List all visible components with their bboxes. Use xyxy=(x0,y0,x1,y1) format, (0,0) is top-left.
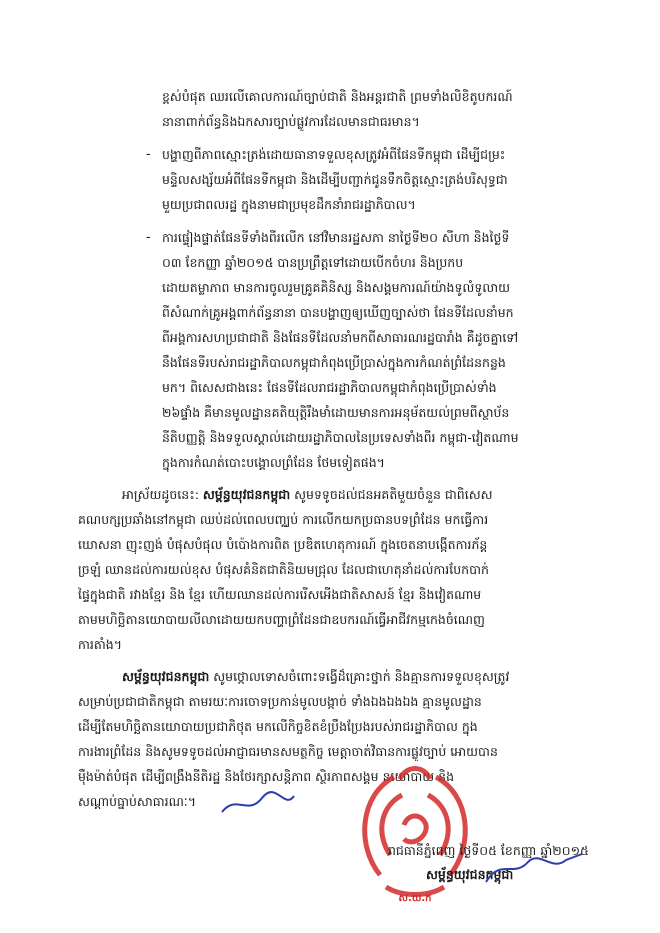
signature-flourish xyxy=(478,848,588,888)
text-line: នានាពាក់ព័ន្ធនិងឯកសារច្បាប់ផ្លូវការដែលមានជាធរមាន។ xyxy=(162,114,420,129)
org-name-bold: សម្ព័ន្ធយុវជនកម្ពុជា xyxy=(202,487,291,502)
text-line: សណ្តាប់ធ្នាប់សាធារណៈ។ xyxy=(78,794,196,809)
date-line: រាជធានីភ្នំពេញ ថ្ងៃទី០៥ ខែកញ្ញា ឆ្នាំ២០១៥ xyxy=(388,843,589,858)
text-line: ការតាំង។ xyxy=(78,637,122,652)
lead-word: អាស្រ័យដូចនេះ xyxy=(122,487,195,502)
text-line: ក្នុងការកំណត់បោះបង្គោលព្រំដែន ថែមទៀតផង។ xyxy=(162,455,385,470)
text-line: មក។ ពិសេសជាងនេះ ផែនទីដែលរាជរដ្ឋាភិបាលកម្ពុជាកំពុងប្រើប្រាស់ទាំង xyxy=(162,380,497,395)
stamp-text: ស.យ.ក xyxy=(398,893,432,904)
paragraph-first-line xyxy=(122,668,606,686)
text-line: ការងារព្រំដែន និងសូមទទូចដល់អាជ្ញាធរមានសមត្ថកិច្ច មេត្តាចាត់វិធានការផ្លូវច្បាប់ អោយបាន xyxy=(78,744,498,759)
text-line: ច្រឡំ ឈានដល់ការយល់ខុស បំផុសគំនិតជាតិនិយមជ្រុល ដែលជាហេតុនាំដល់ការបែកបាក់ xyxy=(78,562,489,577)
text-line: ដើម្បីតែមហិច្ឆិតានយោបាយប្រជាភិថុត មកលើកិច្ចខិតខំប្រឹងប្រែងរបស់រាជរដ្ឋាភិបាល ក្នុង xyxy=(78,719,478,734)
text-line: គណបក្សប្រឆាំងនៅកម្ពុជា ឈប់ដល់ពេលបញ្ឈប់ ការលើកយកប្រធានបទព្រំដែន មកធ្វើការ xyxy=(78,512,489,527)
text-line: ខ្ពស់បំផុត ឈរលើគោលការណ៍ច្បាប់ជាតិ និងអន្តរជាតិ ព្រមទាំងលិខិតូបករណ៍ xyxy=(162,89,513,104)
text-span: សូមថ្កោលទោសចំពោះទង្វើដ៏គ្រោះថ្នាក់ និងគ្មានការទទួលខុសត្រូវ xyxy=(209,669,510,684)
text-line: ២៦ផ្ទាំង គឺមានមូលដ្ឋានគតិយុត្តិរឹងមាំដោយមានការអនុម័តយល់ព្រមពីស្ថាប័ន xyxy=(162,405,510,420)
text-line: ពីសំណាក់គ្រូអង្គពាក់ព័ន្ធនានា បានបង្ហាញឲ្យឃើញច្បាស់ថា ផែនទីដែលនាំមក xyxy=(162,305,514,320)
text-line: នឹងផែនទីរបស់រាជរដ្ឋាភិបាលកម្ពុជាកំពុងប្រើប្រាស់ក្នុងការកំណត់ព្រំដែនកន្លង xyxy=(162,355,506,370)
text-span: សូមទទូចដល់ជនអគតិមួយចំនួន ជាពិសេស xyxy=(290,487,493,502)
text-line: តាមមហិច្ឆិតានយោបាយលីលាដោយយកបញ្ហាព្រំដែនជាឧបករណ៍ធ្វើអាជីវកម្មកេងចំណេញ xyxy=(78,612,485,627)
text-line: ការផ្ទៀងផ្ទាត់ផែនទីទាំងពីរលើក នៅវិមានរដ្ឋសភា នាថ្ងៃទី២០ សីហា និងថ្ងៃទី xyxy=(162,230,510,245)
text-line: នីតិបញ្ញត្តិ និងទទួលស្គាល់ដោយរដ្ឋាភិបាលនៃប្រទេសទាំងពីរ កម្ពុជា-វៀតណាម xyxy=(162,430,519,445)
bullet-marker: - xyxy=(146,230,151,245)
text-line: មួយប្រជាពលរដ្ឋ ក្នុងនាមជាប្រមុខដឹកនាំរាជរដ្ឋាភិបាល។ xyxy=(162,197,416,212)
text-line: ពីអង្គការសហប្រជាជាតិ និងផែនទីដែលនាំមកពីសាធារណរដ្ឋបារាំង គឺដូចគ្នាទៅ xyxy=(162,330,519,345)
text-line: ផ្ទៃក្នុងជាតិ រវាងខ្មែរ និង ខ្មែរ ហើយឈានដល់ការរើសអើងជាតិសាសន៍ ខ្មែរ និងវៀតណាម xyxy=(78,587,482,602)
bullet-marker: - xyxy=(146,147,151,162)
text-line: មន្ទិលសង្ស័យអំពីផែនទីកម្ពុជា និងដើម្បីបញ្ជាក់ជូនទឹកចិត្តស្មោះត្រង់បរិសុទ្ធជា xyxy=(162,172,508,187)
text-line: ម៉ឺងម៉ាត់បំផុត ដើម្បីពង្រឹងនីតិរដ្ឋ និងថែរក្សាសន្តិភាព ស្ថិរភាពសង្គម នយោបាយ និង xyxy=(78,769,455,784)
text-line: ០៣ ខែកញ្ញា ឆ្នាំ២០១៥ បានប្រព្រឹត្តទៅដោយបើកចំហរ និងប្រកប xyxy=(162,255,464,270)
paragraph-first-line: អាស្រ័យដូចនេះ: សម្ព័ន្ធយុវជនកម្ពុជា សូមទទូចដល់ជនអគតិមួយចំនួន ជាពិសេស xyxy=(122,487,493,502)
text-line: បង្ហាញពីភាពស្មោះត្រង់ដោយធានាទទួលខុសត្រូវអំពីផែនទីកម្ពុជា ដើម្បីជម្រះ xyxy=(162,147,506,162)
text-line: ឃោសនា ញុះញង់ បំផុសបំផុល បំប៉ោងការពិត ប្រឌិតហេតុការណ៍ ក្នុងចេតនាបង្កើតការភ័ន្ត xyxy=(78,537,488,552)
signature-org-name: សម្ព័ន្ធយុវជនកម្ពុជា xyxy=(426,867,514,882)
signature-scribble xyxy=(218,790,298,818)
text-line: សម្រាប់ប្រជាជាតិកម្ពុជា តាមរយៈការចោទប្រកាន់មូលបង្កាច់ ទាំងឯងឯងឯង គ្មានមូលដ្ឋាន xyxy=(78,694,482,709)
text-line: ដោយតម្លាភាព មានការចូលរួមគ្រូគគិនិស្ស និងសង្គមការណ៍យ៉ាងទូលំទូលាយ xyxy=(162,280,511,295)
org-name-bold: សម្ព័ន្ធយុវជនកម្ពុជា xyxy=(122,669,210,684)
